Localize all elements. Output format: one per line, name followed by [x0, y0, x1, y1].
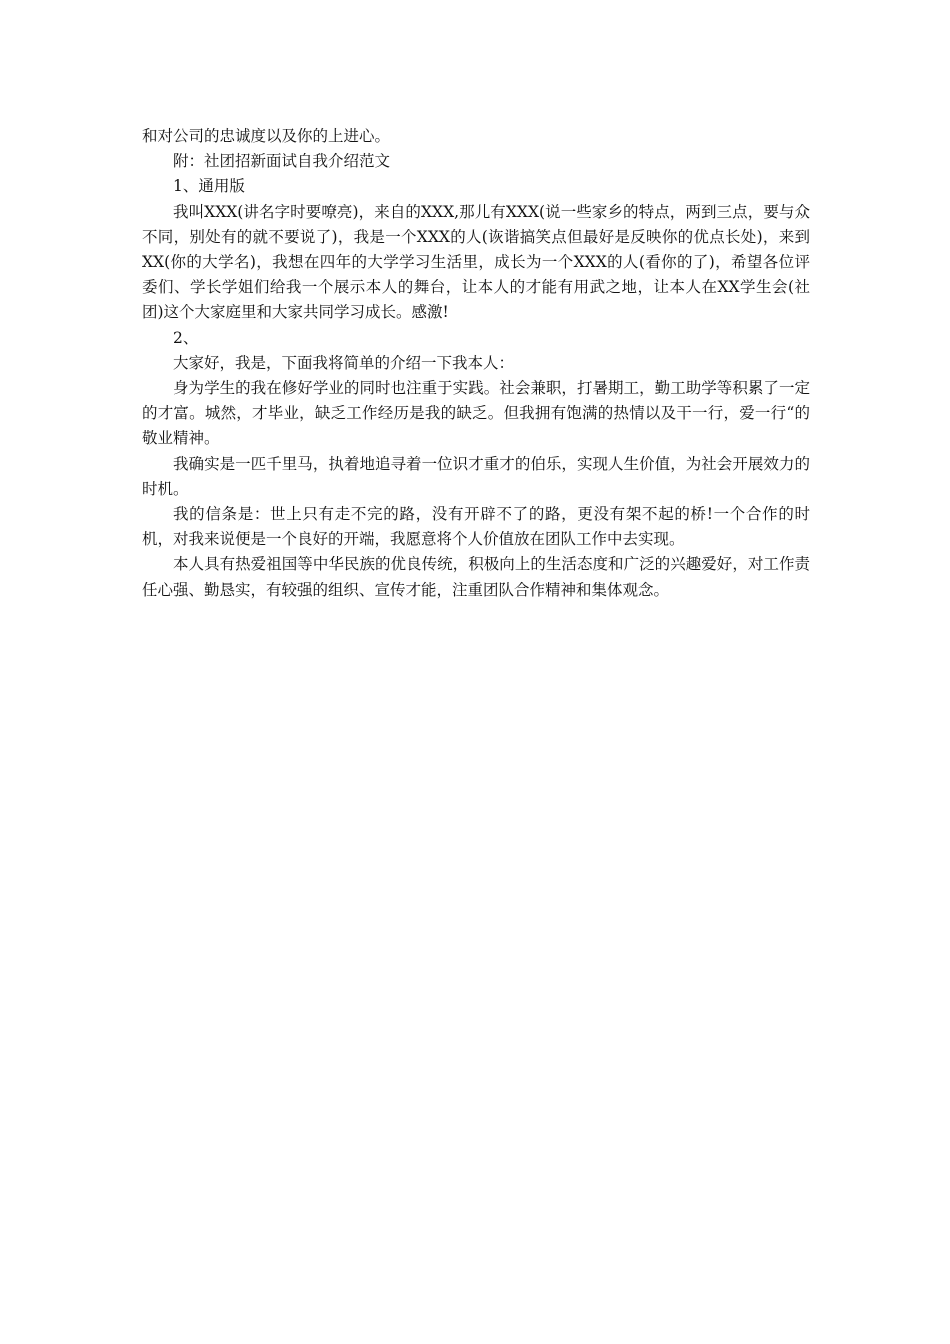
paragraph-greeting: 大家好，我是，下面我将简单的介绍一下我本人： — [173, 353, 515, 372]
paragraph-motto: 我的信条是：世上只有走不完的路，没有开辟不了的路，更没有架不起的桥!一个合作的时机，对我来说便是一个良好的开端，我愿意将个人价值放在团队工作中去实现。 — [142, 505, 810, 549]
paragraph-continuation: 和对公司的忠诚度以及你的上进心。 — [142, 127, 391, 145]
document-body — [142, 124, 810, 603]
paragraph-ambition: 我确实是一匹千里马，执着地追寻着一位识才重才的伯乐，实现人生价值，为社会开展效力的时机。 — [142, 454, 810, 498]
paragraph-section-1-body: 我叫XXX(讲名字时要嘹亮)，来自的XXX,那儿有XXX(说一些家乡的特点，两到三点，要与众不同，别处有的就不要说了)，我是一个XXX的人(诙谐搞笑点但最好是反映你的优点长处)，来到XX(你的大学名)，我想在四年的大学学习生活里，成长为一个XXX的人(看你的了)，希望各位评委们、学长学姐们给我一个展示本人的舞台，让本人的才能有用武之地，让本人在XX学生会(社团)这个大家庭里和大家共同学习成长。感激! — [142, 202, 810, 322]
paragraph-appendix-heading: 附：社团招新面试自我介绍范文 — [173, 152, 391, 171]
paragraph-qualities: 本人具有热爱祖国等中华民族的优良传统，积极向上的生活态度和广泛的兴趣爱好，对工作责任心强、勤恳实，有较强的组织、宣传才能，注重团队合作精神和集体观念。 — [142, 555, 810, 599]
paragraph-section-2-heading: 2、 — [173, 328, 199, 347]
paragraph-practice: 身为学生的我在修好学业的同时也注重于实践。社会兼职，打暑期工，勤工助学等积累了一定的才富。城然，才毕业，缺乏工作经历是我的缺乏。但我拥有饱满的热情以及干一行，爱一行“的敬业精神。 — [142, 379, 810, 448]
paragraph-section-1-heading: 1、通用版 — [173, 177, 245, 196]
